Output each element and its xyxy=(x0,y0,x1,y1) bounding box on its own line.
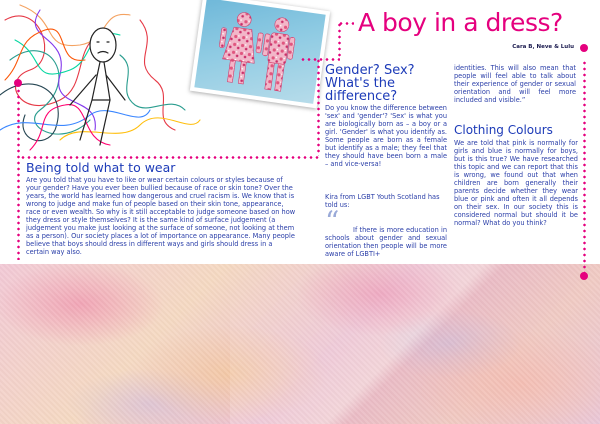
kira-quote xyxy=(325,226,447,258)
fabric-fold xyxy=(230,264,600,424)
kira-quote-text: If there is more education in schools about gender and sexual orientation then people will be more aware of LGBTI+ xyxy=(325,226,447,259)
told-body: Are you told that you have to like or wear certain colours or styles because of your gender? Have you ever been bullied because of race or skin tone? Over the years, the world has learned how dangerous and cruel racism is. We know that is wrong to judge and make fun of people based on their skin tone, appearance, race or even wealth. So why is it still acceptable to judge someone based on how they dress or style themselves? It is the same kind of surface judgement (a judgement you make just looking at the surface of someone, not looking at them as a person). Our society places a lot of importance on appearance. Many people believe that boys should dress in different ways and girls should dress in a certain way also. xyxy=(26,176,296,257)
quote-continued: identities. This will also mean that people will feel able to talk about their experience of gender or sexual orientation and will feel more included and visible.” xyxy=(454,64,576,105)
photo-image xyxy=(194,0,325,104)
dotted-border-horizontal xyxy=(20,156,320,159)
gender-heading-line: difference? xyxy=(325,89,398,104)
pink-dot xyxy=(14,79,22,87)
dotted-border-left xyxy=(17,82,20,260)
pink-dot xyxy=(580,272,588,280)
article-title: A boy in a dress? xyxy=(358,8,563,37)
kira-intro: Kira from LGBT Youth Scotland has told us: xyxy=(325,193,440,210)
dotted-border-joint xyxy=(300,58,340,61)
tie-dye-background xyxy=(0,264,600,424)
told-heading: Being told what to wear xyxy=(26,160,176,175)
toilet-sign-photo xyxy=(190,0,330,108)
dotted-border-mid xyxy=(317,58,320,156)
pink-dot xyxy=(580,44,588,52)
quote-mark-icon: “ xyxy=(325,205,340,238)
clothing-colours-heading: Clothing Colours xyxy=(454,123,553,137)
gender-heading-line: Gender? Sex? xyxy=(325,63,415,78)
clothing-colours-body: We are told that pink is normally for girls and blue is normally for boys, but is this true? We have researched this topic and we can report that this is wrong, we found out that when children are born generally their parents decide whether they wear blue or pink and often it all depends on their sex. In our society this is considered normal but should it be normal? What do you think? xyxy=(454,139,578,228)
dotted-border-right xyxy=(583,60,586,275)
byline: Cara B, Neve & Lulu xyxy=(512,44,574,50)
gender-body: Do you know the difference between 'sex' and 'gender'? 'Sex' is what you are biologically born as – a boy or a girl. 'Gender' is what you identify as. Some people are born as a female but identify as a male; they feel that they should have been born a male – and vice-versa! xyxy=(325,104,447,169)
gender-heading-line: What's the xyxy=(325,76,395,91)
gender-heading xyxy=(325,64,455,103)
tangled-lines-doodle xyxy=(0,0,205,160)
dotted-border-title xyxy=(338,22,341,60)
